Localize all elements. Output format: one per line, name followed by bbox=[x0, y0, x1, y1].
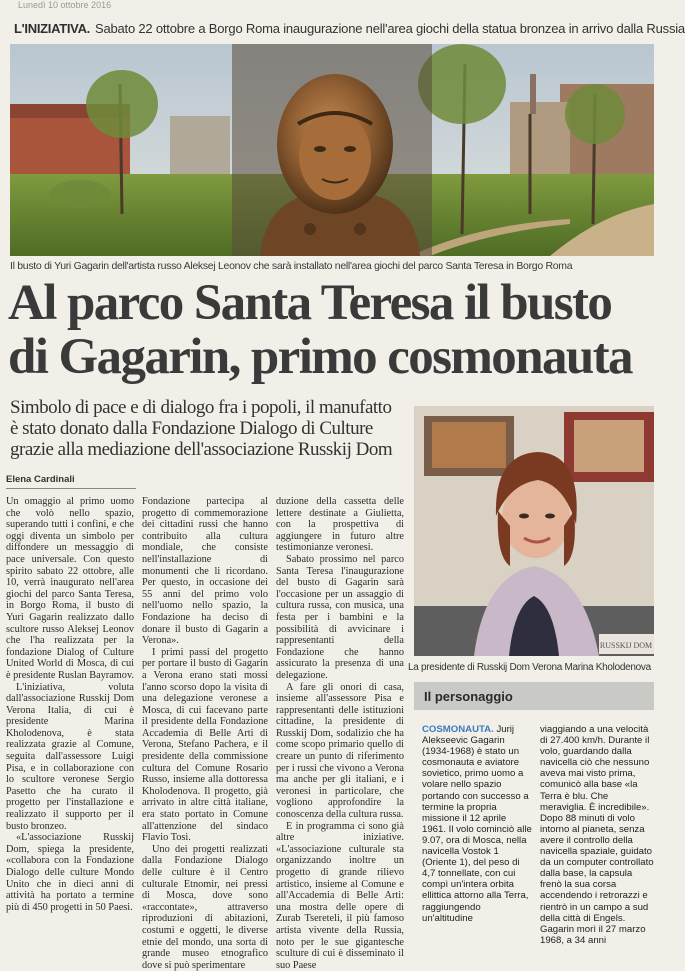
article-column-3 bbox=[276, 496, 404, 971]
headline-line-1: Al parco Santa Teresa il busto bbox=[8, 275, 612, 331]
date-line: Lunedì 10 ottobre 2016 bbox=[18, 0, 112, 10]
article-paragraph: Uno dei progetti realizzati dalla Fondazione Dialogo delle culture è il Centro culturale Etnomir, nei pressi di Mosca, dove sono «raccontate», attraverso riproduzioni di abitazioni, costumi e oggetti, le diverse etnie del mondo, una sorta di grande museo etnografico dove si può sperimentare bbox=[142, 843, 268, 971]
byline: Elena Cardinali bbox=[6, 474, 75, 485]
profile-column-2 bbox=[540, 724, 654, 946]
article-paragraph: «L'associazione Russkij Dom, spiega la presidente, «collabora con la Fondazione Dialogo delle culture Mondo Unito che in dieci anni di attività ha portato a termine più di 450 progetti in 50 Paesi. bbox=[6, 832, 134, 913]
headline-line-2: di Gagarin, primo cosmonauta bbox=[8, 329, 632, 385]
sidebar-box-header bbox=[414, 682, 654, 710]
park-bust-photo-art bbox=[10, 44, 654, 256]
article-paragraph: Un omaggio al primo uomo che volò nello spazio, superando tutti i confini, e che oggi diventa un simbolo per diffondere un messaggio di pace universale. Con questo spirito sabato 22 ottobre, alle 10, verrà inaugurato nell'area giochi del parco Santa Teresa, in Borgo Roma, il busto di Yuri Gagarin realizzato dallo scultore russo Aleksej Leonov che l'ha realizzata per la fondazione Dialog of Culture United World di Mosca, di cui è presidente Ruslan Bayramov. bbox=[6, 496, 135, 681]
article-paragraph: Sabato prossimo nel parco Santa Teresa l'inaugurazione del busto di Gagarin sarà l'occasione per un assaggio di cultura russa, con musica, una festa per i bambini e la possibilità di avvicinare i rappresentanti della Fondazione che hanno assicurato la presenza di una delegazione. bbox=[276, 553, 404, 681]
president-portrait-art bbox=[414, 406, 654, 656]
profile-lead: COSMONAUTA. bbox=[422, 724, 494, 735]
article-column-1 bbox=[6, 496, 135, 913]
byline-divider bbox=[6, 488, 136, 489]
president-portrait-photo bbox=[414, 406, 654, 656]
profile-text-1: Jurij Alekseevic Gagarin (1934-1968) è stato un cosmonauta e aviatore sovietico, primo uomo a volare nello spazio portando con successo a termine la propria missione il 12 aprile 1961. Il volo cominciò alle 9.07, ora di Mosca, nella navicella Vostok 1 (Oriente 1), del peso di 4,7 tonnellate, con cui compì un'intera orbita ellittica attorno alla Terra, raggiungendo un'altitudine bbox=[422, 724, 532, 924]
portrait-caption: La presidente di Russkij Dom Verona Marina Kholodenova bbox=[408, 662, 651, 673]
article-paragraph: I primi passi del progetto per portare il busto di Gagarin a Verona erano stati mossi l'anno scorso dopo la visita di una delegazione veronese a Mosca, di cui facevano parte il presidente della Fondazione Accademia di Belle Arti di Verona, Stefano Pachera, e il presidente della commissione cultura del Comune Rosario Russo, insieme alla dottoressa Kholodenova. Il progetto, già arrivato in altre città italiane, era stato portato in Comune all'attenzione del sindaco Flavio Tosi. bbox=[142, 646, 268, 844]
article-paragraph: A fare gli onori di casa, insieme all'assessore Pisa e rappresentanti delle istituzioni cittadine, la presidente di Russkij Dom, sodalizio che ha come scopo primario quello di creare un punto di riferimento per i russi che vivono a Verona ma anche per gli italiani, e i veronesi in particolare, che vogliono approfondire la conoscenza della cultura russa. bbox=[276, 681, 404, 821]
subheadline-line-2: è stato donato dalla Fondazione Dialogo di Culture bbox=[10, 418, 373, 439]
kicker-text: Sabato 22 ottobre a Borgo Roma inaugurazione nell'area giochi della statua bronzea in arrivo dalla Russia bbox=[94, 20, 685, 36]
kicker-tag: L'INIZIATIVA. bbox=[14, 20, 90, 36]
headline bbox=[8, 277, 654, 385]
profile-text-2: viaggiando a una velocità di 27.400 km/h. Durante il volo, guardando dalla navicella ciò che nessuno aveva mai visto prima, comunicò alla base «la Terra è blu. Che meraviglia. È incredibile». Dopo 88 minuti di volo intorno al pianeta, senza avere il controllo della navicella spaziale, guidato da un computer controllato dalla base, la capsula frenò la sua corsa accendendo i retrorazzi e rientrò in un campo a sud della città di Engels. Gagarin morì il 27 marzo 1968, a 34 anni bbox=[540, 724, 654, 946]
article-paragraph: L'iniziativa, voluta dall'associazione Russkij Dom Verona Italia, di cui è presidente Marina Kholodenova, è stata realizzata grazie al Comune, seguita dall'assessore Luigi Pisa, e in collaborazione con lo scultore veronese Sergio Pasetto che ha curato il progetto per l'installazione e realizzato il supporto per il busto bronzeo. bbox=[6, 681, 134, 832]
kicker-bar bbox=[14, 14, 685, 42]
article-column-2 bbox=[142, 496, 268, 971]
profile-column-1 bbox=[422, 724, 532, 924]
article-paragraph: duzione della cassetta delle lettere destinate a Giulietta, con la prospettiva di aggiungere in futuro altre testimonianze veronesi. bbox=[276, 496, 404, 554]
article-paragraph: E in programma ci sono già altre iniziative. «L'associazione culturale sta organizzando inoltre un progetto di grande rilievo artistico, insieme al Comune e all'Accademia di Belle Arti: una mostra delle opere di Zurab Tsereteli, il più famoso artista vivente della Russia, noto per le sue gigantesche sculture di cui è disseminato il suo Paese bbox=[276, 820, 404, 971]
subheadline-line-3: grazie alla mediazione dell'associazione Russkij Dom bbox=[10, 439, 393, 460]
article-paragraph: Fondazione partecipa al progetto di commemorazione dei cittadini russi che hanno contribuito alla cultura mondiale, che consiste nell'installazione di monumenti che li ricordano. Per questo, in occasione dei 55 anni del primo volo nell'uomo nello spazio, la Fondazione ha deciso di donare il busto di Gagarin a Verona». bbox=[142, 496, 268, 647]
russkij-dom-sign-text: RUSSKIJ DOM bbox=[599, 641, 653, 650]
sidebar-box-title: Il personaggio bbox=[424, 688, 513, 704]
subheadline-line-1: Simbolo di pace e di dialogo fra i popoli, il manufatto bbox=[10, 397, 392, 418]
subheadline bbox=[10, 397, 408, 460]
photo-caption: Il busto di Yuri Gagarin dell'artista russo Aleksej Leonov che sarà installato nell'area giochi del parco Santa Teresa in Borgo Roma bbox=[10, 260, 573, 272]
park-bust-photo bbox=[10, 44, 654, 256]
